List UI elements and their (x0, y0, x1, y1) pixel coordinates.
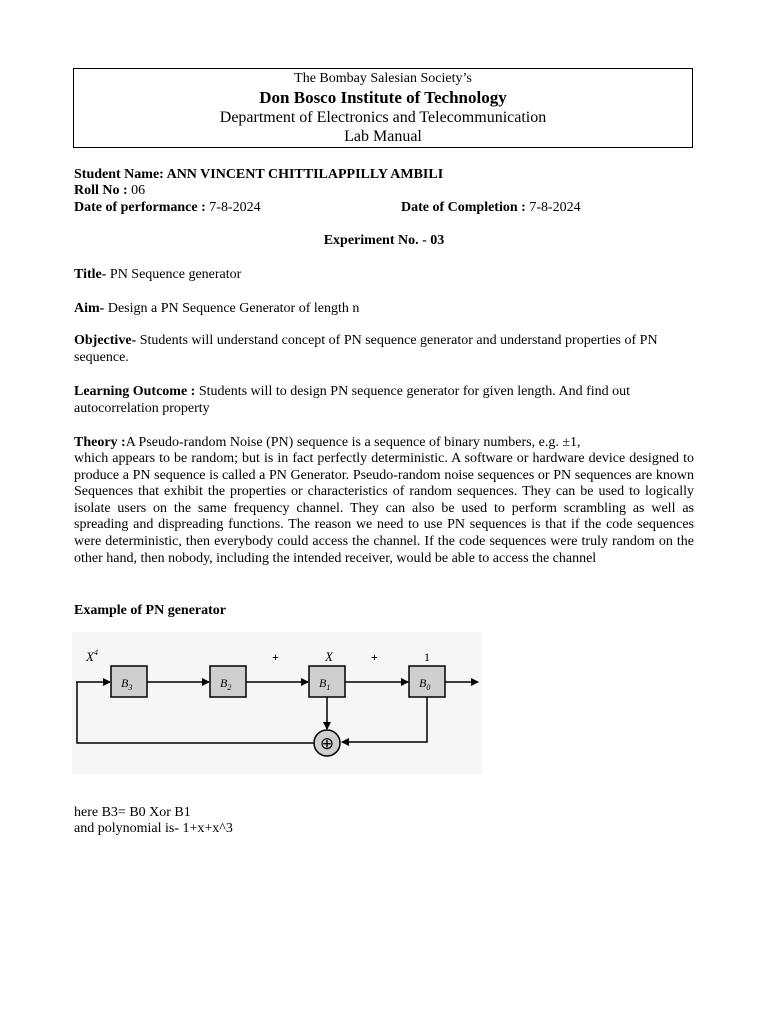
date-completion-label: Date of Completion : (401, 200, 526, 215)
label-x4: $X^4$ (86, 648, 98, 664)
register-b0-label: $B_0$ (419, 676, 431, 692)
department-name: Department of Electronics and Telecommunication (219, 109, 547, 126)
student-name-line (74, 166, 443, 183)
register-b3 (111, 666, 147, 697)
register-b1 (309, 666, 345, 697)
title-text: PN Sequence generator (109, 267, 242, 282)
xor-symbol: ⊕ (319, 734, 335, 754)
tap-b0-xor (342, 697, 427, 742)
theory-first-text: A Pseudo-random Noise (PN) sequence is a sequence of binary numbers, e.g. ±1, (125, 435, 581, 450)
label-one: 1 (424, 650, 430, 664)
example-heading: Example of PN generator (74, 603, 227, 618)
date-performance-value: 7-8-2024 (209, 200, 261, 215)
theory-body: which appears to be random; but is in fact perfectly deterministic. A software or hardware device designed to produce a PN sequence is called a PN Generator. Pseudo-random noise sequences or PN sequences are known Sequences that exhibit the properties or characteristics of random sequences. They can be used to logically isolate users on the same frequency channel. They can also be used to perform scrambling as well as spreading and dispreading functions. The reason we need to use PN sequences is that if the code sequences were deterministic, then everybody could access the channel. If the code sequences were truly random on the other hand, then nobody, including the intended receiver, would be able to access the channel (74, 451, 694, 566)
register-b3-label: $B_3$ (121, 676, 133, 692)
label-plus-2: + (371, 650, 378, 664)
aim-label: Aim- (74, 301, 105, 316)
note-polynomial: and polynomial is- 1+x+x^3 (74, 821, 233, 836)
theory-label: Theory : (74, 435, 126, 450)
society-name: The Bombay Salesian Society’s (294, 71, 472, 86)
pn-generator-diagram (72, 632, 482, 774)
register-b2-label: $B_2$ (220, 676, 232, 692)
register-b2 (210, 666, 246, 697)
title-label: Title- (74, 267, 107, 282)
objective-text: Students will understand concept of PN sequence generator and understand properties of PN sequence. (74, 333, 658, 365)
note-xor-relation: here B3= B0 Xor B1 (74, 805, 191, 820)
header-box (73, 68, 693, 148)
roll-no-value: 06 (131, 183, 146, 198)
learning-outcome-paragraph (74, 384, 694, 417)
date-performance-line (74, 199, 261, 216)
student-name-label: Student Name: (74, 167, 164, 182)
label-plus-1: + (272, 650, 279, 664)
aim-text: Design a PN Sequence Generator of length n (107, 301, 360, 316)
learning-outcome-label: Learning Outcome : (74, 384, 196, 399)
date-performance-label: Date of performance : (74, 200, 206, 215)
objective-paragraph (74, 333, 694, 366)
aim-line (74, 300, 359, 317)
student-name-value: ANN VINCENT CHITTILAPPILLY AMBILI (166, 167, 444, 182)
theory-first-line (74, 434, 581, 451)
objective-label: Objective- (74, 333, 137, 348)
date-completion-line (401, 199, 581, 216)
learning-outcome-text: Students will to design PN sequence generator for given length. And find out autocorrelation property (74, 384, 631, 416)
institute-name: Don Bosco Institute of Technology (259, 88, 507, 107)
experiment-number: Experiment No. - 03 (323, 233, 445, 248)
roll-no-line (74, 182, 145, 199)
roll-no-label: Roll No : (74, 183, 128, 198)
title-line (74, 266, 241, 283)
manual-label: Lab Manual (344, 128, 422, 145)
register-b1-label: $B_1$ (319, 676, 331, 692)
date-completion-value: 7-8-2024 (529, 200, 581, 215)
label-x: X (325, 649, 333, 664)
register-b0 (409, 666, 445, 697)
